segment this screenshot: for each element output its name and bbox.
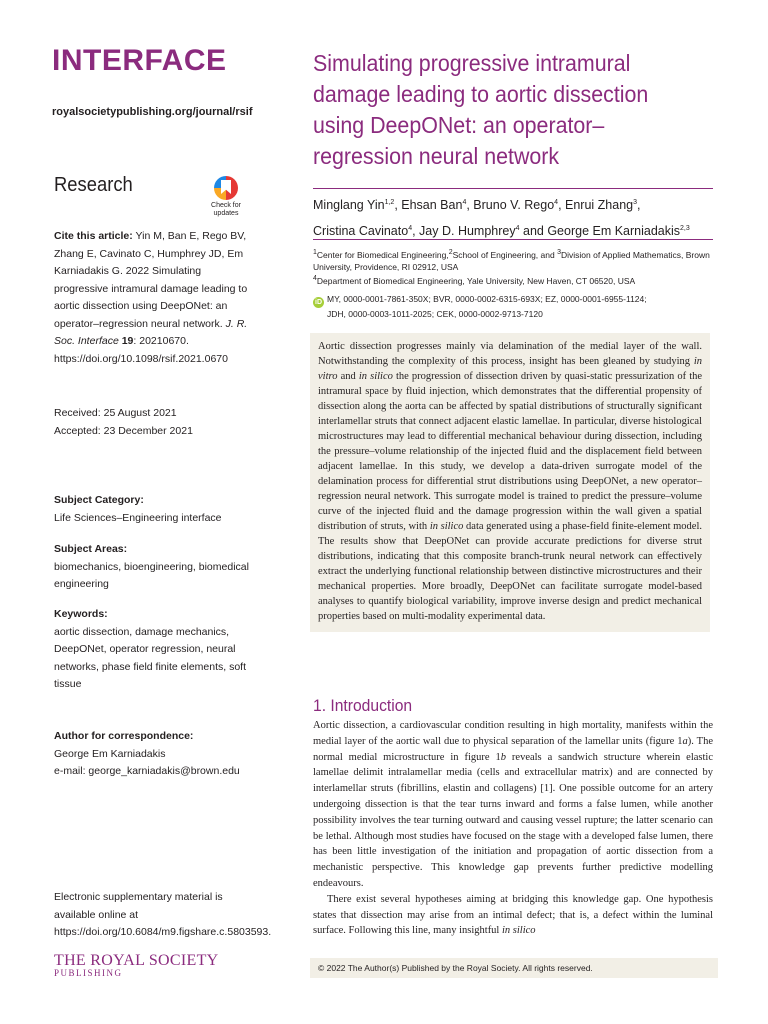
keywords-value: aortic dissection, damage mechanics, DeepONet, operator regression, neural networks, phase field finite elements, soft tissue: [54, 625, 247, 690]
affiliations: $^1$Center for Biomedical Engineering,$^2$School of Engineering, and $^3$Division of Applied Mathematics, Brown University, Providence, RI 02912, USA $^4$Department of Biomedical Engineering, Yale University, New Haven, CT 06520, USA: [313, 249, 710, 286]
paragraph: There exist several hypotheses aiming at bridging this knowledge gap. One hypothesis states that dissection may arise from an intimal defect; that is, a defect within the luminal surface. Following this line, many insightful in silico: [313, 893, 713, 937]
subject-category: [54, 492, 254, 527]
cite-doi[interactable]: https://doi.org/10.1098/rsif.2021.0670: [54, 352, 228, 365]
abstract-italic: in vitro: [318, 356, 703, 382]
journal-name: INTERFACE: [52, 44, 227, 77]
author-affil: 4: [554, 199, 559, 206]
publisher-line2: PUBLISHING: [54, 968, 123, 978]
keywords-label: Keywords:: [54, 608, 108, 620]
author-name: Enrui Zhang: [565, 198, 634, 213]
paragraph: Aortic dissection, a cardiovascular condition resulting in high mortality, manifests within the medial layer of the aortic wall due to physical separation of the lamellar units (figure 1a). The normal medial microstructure in figure 1b reveals a sandwich structure wherein elastic lamellae delimit intralamellar media (cells and extracellular matrix) and are connected by interlamellar struts (fibrillins, elastin and collagens) [1]. One possible outcome for an artery undergoing dissection is that the tear turns inward and forms a false lumen, while another possibility involves the tear turning outward and causing vessel rupture; the latter scenario can be lethal. Although most studies have focused on the stage with a developed false lumen, there has been little investigation of the initiation and propagation of aortic dissection from a mechanistic perspective. This knowledge gap prevents further predictive modelling endeavours.: [313, 720, 714, 889]
copyright-notice: © 2022 The Author(s) Published by the Royal Society. All rights reserved.: [310, 958, 718, 978]
check-for-updates-badge[interactable]: [205, 176, 247, 218]
abstract-text: the progression of dissection driven by quasi-static pressurization of the intramural space by fluid injection, which demonstrates that the differential propensity of dissection along the aorta can be affected by spatial distributions of structurally significant interlamellar struts that connect adjacent elastic lamellae. In particular, diverse histological microstructures may lead to differential mechanical behaviour during dissection, including the pressure–volume relationship of the injected fluid and the displacement field between adjacent lamellae. In this study, we develop a data-driven surrogate model of the delamination process for differential strut distributions using DeepONet, a new operator–regression neural network. This surrogate model is trained to predict the pressure–volume curve of the injected fluid and the damage progression within the wall given a spatial distribution of struts, with: [318, 371, 703, 532]
author-name: Bruno V. Rego: [473, 198, 555, 213]
cite-volume: 19: [121, 335, 134, 347]
section-heading: 1. Introduction: [313, 696, 413, 715]
abstract-text: data generated using a phase-field finite-element model. The results show that DeepONet can provide accurate predictions for diverse strut distributions, indicating that this composite branch-trunk neural network can effectively extract the underlying functional relationship between distinctive microstructures and their mechanical properties. More broadly, DeepONet can facilitate surrogate model-based analyses to quantify biological variability, improve inverse design and predict mechanical properties based on multi-modality experimental data.: [318, 521, 703, 622]
article-type: Research: [54, 174, 133, 196]
accepted-date: Accepted: 23 December 2021: [54, 424, 193, 437]
bookmark-icon: [214, 176, 238, 200]
abstract-text: Aortic dissection progresses mainly via delamination of the medial layer of the wall. Notwithstanding the complexity of this process, insight has been gleaned by studying: [318, 341, 702, 367]
received-date: Received: 25 August 2021: [54, 407, 177, 419]
authors-divider: [313, 239, 713, 240]
supplementary-material: Electronic supplementary material is available online at https://doi.org/10.6084/m9.figshare.c.5803593.: [54, 891, 272, 938]
subject-areas: [54, 541, 254, 594]
author-list: Minglang Yin$^{1,2}$, Ehsan Ban$^4$, Bruno V. Rego$^4$, Enrui Zhang$^3$, Cristina Cavinato$^4$, Jay D. Humphrey$^4$ and George Em Karniadakis$^{2,3}$: [313, 198, 690, 239]
subject-category-value: Life Sciences–Engineering interface: [54, 511, 222, 524]
citation-block: [54, 228, 254, 368]
correspondence: [54, 728, 254, 781]
author-affil: 1,2: [384, 199, 395, 206]
correspondence-label: Author for correspondence:: [54, 730, 194, 742]
author-name: George Em Karniadakis: [547, 224, 681, 239]
cite-label: Cite this article:: [54, 230, 133, 242]
subject-areas-label: Subject Areas:: [54, 543, 128, 555]
cite-article-number: : 20210670.: [133, 335, 189, 347]
orcid-icon[interactable]: iD: [315, 299, 322, 306]
author-name: Minglang Yin: [313, 198, 385, 213]
abstract: [310, 333, 710, 632]
journal-url[interactable]: royalsocietypublishing.org/journal/rsif: [52, 106, 253, 118]
author-name: Ehsan Ban: [401, 198, 463, 213]
article-title: Simulating progressive intramural damage leading to aortic dissection using DeepONet: an operator–regression neural network: [313, 50, 649, 169]
orcid-line2: JDH, 0000-0003-1011-2025; CEK, 0000-0002-9713-7120: [327, 309, 543, 319]
orcid-line1: MY, 0000-0001-7861-350X; BVR, 0000-0002-6315-693X; EZ, 0000-0001-6955-1124;: [327, 294, 647, 304]
author-affil: 4: [515, 225, 520, 233]
author-name: Jay D. Humphrey: [419, 224, 516, 239]
correspondence-name: George Em Karniadakis: [54, 747, 166, 760]
author-name: Cristina Cavinato: [313, 224, 409, 239]
dates-block: [54, 405, 254, 440]
author-affil: 4: [462, 199, 467, 206]
correspondence-email[interactable]: e-mail: george_karniadakis@brown.edu: [54, 765, 240, 777]
cite-journal: J. R. Soc. Interface: [54, 317, 248, 347]
publisher-line1: THE ROYAL SOCIETY: [54, 952, 219, 969]
keywords: [54, 606, 254, 694]
affiliation-1: Center for Biomedical Engineering,: [316, 249, 449, 260]
author-affil: 4: [408, 225, 413, 233]
subject-areas-value: biomechanics, bioengineering, biomedical engineering: [54, 560, 249, 590]
abstract-text: and: [340, 371, 356, 382]
abstract-italic: in silico: [358, 371, 393, 382]
author-affil: 2,3: [680, 225, 690, 233]
check-updates-label: Check for updates: [211, 202, 241, 217]
affiliation-2: School of Engineering, and: [452, 249, 555, 260]
orcid-list: [313, 293, 713, 321]
royal-society-logo: [54, 952, 219, 978]
affiliation-3: Division of Applied Mathematics, Brown University, Providence, RI 02912, USA: [313, 249, 710, 272]
affiliation-4: Department of Biomedical Engineering, Yale University, New Haven, CT 06520, USA: [316, 275, 636, 286]
author-affil: 3: [633, 199, 638, 206]
subject-category-label: Subject Category:: [54, 494, 144, 506]
cite-text: Yin M, Ban E, Rego BV, Zhang E, Cavinato C, Humphrey JD, Em Karniadakis G. 2022 Simulating progressive intramural damage leading to aortic dissection using DeepONet: an operator–regression neural network.: [54, 230, 248, 330]
title-divider: [313, 188, 713, 189]
abstract-italic: in silico: [429, 521, 464, 532]
introduction-text: [313, 718, 713, 939]
